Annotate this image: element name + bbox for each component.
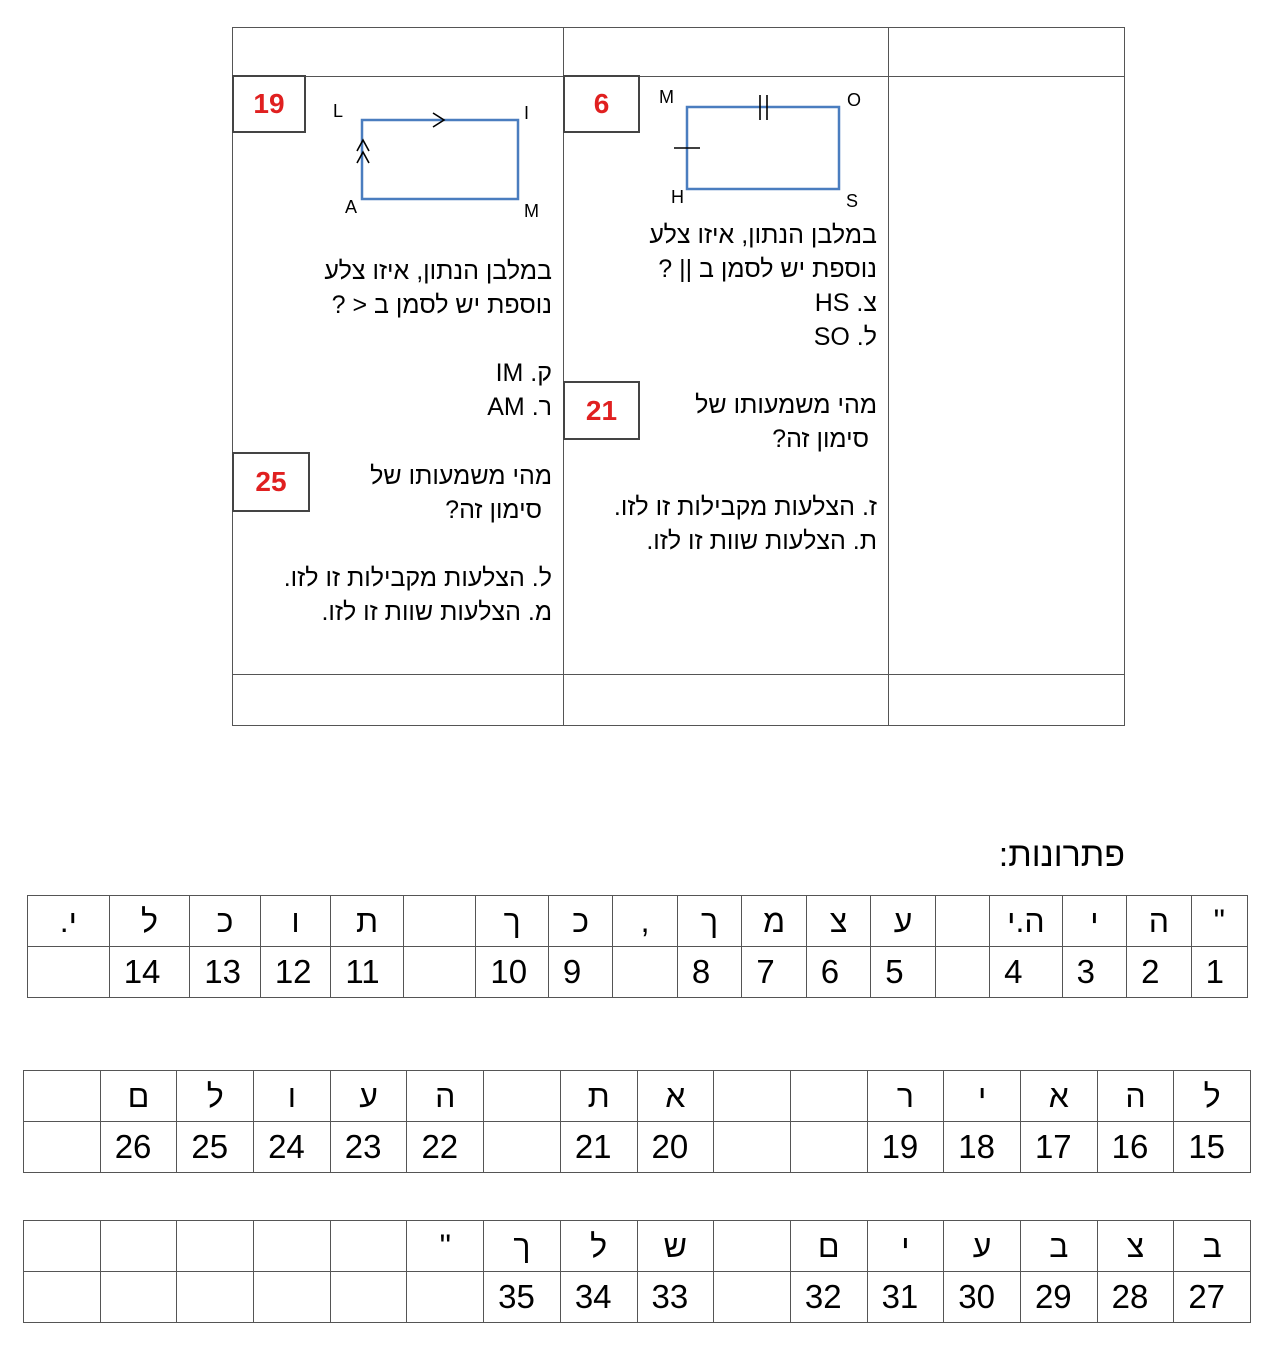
question-text <box>695 388 877 456</box>
solution-letter-cell: כ <box>190 896 261 947</box>
solution-number-cell: 35 <box>484 1272 561 1323</box>
solution-number-cell <box>714 1272 791 1323</box>
solution-letter-cell <box>484 1071 561 1122</box>
solution-number-cell: 15 <box>1174 1122 1251 1173</box>
option-value: הצלעות מקבילות זו לזו. <box>283 564 525 592</box>
solution-number-cell: 16 <box>1097 1122 1174 1173</box>
solution-letter-cell: ך <box>677 896 741 947</box>
solution-letters-row <box>24 1071 1251 1122</box>
table-border <box>232 674 1125 675</box>
solution-letter-cell: ל <box>560 1221 637 1272</box>
table-border <box>232 76 1125 77</box>
solution-letter-cell: ה <box>1127 896 1191 947</box>
solution-number-cell <box>613 947 677 998</box>
option-item <box>487 390 552 424</box>
solution-table <box>23 1220 1251 1323</box>
solution-letter-cell <box>714 1221 791 1272</box>
solution-letter-cell: ה <box>407 1071 484 1122</box>
solution-letters-row <box>28 896 1248 947</box>
solution-letter-cell: א <box>1020 1071 1097 1122</box>
option-letter: ק. <box>530 359 552 387</box>
solution-letter-cell <box>24 1221 101 1272</box>
option-item <box>284 561 552 595</box>
solution-number-cell <box>714 1122 791 1173</box>
option-item <box>284 595 552 629</box>
solution-letter-cell <box>24 1071 101 1122</box>
table-border <box>232 27 1125 28</box>
solution-numbers-row <box>28 947 1248 998</box>
solution-number-cell: 25 <box>177 1122 254 1173</box>
solution-number-cell: 13 <box>190 947 261 998</box>
solution-number-cell: 5 <box>871 947 935 998</box>
solution-letter-cell: ו <box>254 1071 331 1122</box>
solution-number-cell <box>177 1272 254 1323</box>
table-border <box>232 725 1125 726</box>
solution-letter-cell: ב <box>1174 1221 1251 1272</box>
question-line: נוספת יש לסמן ב || ? <box>658 255 877 283</box>
solution-letter-cell: ל <box>177 1071 254 1122</box>
solution-letter-cell <box>330 1221 407 1272</box>
solution-number-cell <box>484 1122 561 1173</box>
solution-number-cell: 6 <box>806 947 870 998</box>
question-number-badge: 6 <box>563 75 640 133</box>
solution-number-cell: 14 <box>109 947 190 998</box>
solution-letter-cell: ך <box>476 896 549 947</box>
solution-letter-cell <box>254 1221 331 1272</box>
option-value: HS <box>814 289 850 317</box>
solution-number-cell <box>254 1272 331 1323</box>
solution-letter-cell: כ <box>548 896 612 947</box>
solution-letter-cell <box>714 1071 791 1122</box>
solution-number-cell <box>24 1122 101 1173</box>
vertex-label: S <box>846 191 859 211</box>
solution-letter-cell: צ <box>1097 1221 1174 1272</box>
question-text <box>649 218 877 354</box>
solution-letter-cell: מ <box>742 896 806 947</box>
solution-number-cell: 20 <box>637 1122 714 1173</box>
solution-letter-cell <box>790 1071 867 1122</box>
solution-number-cell: 12 <box>260 947 331 998</box>
solution-number-cell: 2 <box>1127 947 1191 998</box>
solution-number-cell: 9 <box>548 947 612 998</box>
option-letter: מ. <box>527 598 552 626</box>
solution-number-cell: 27 <box>1174 1272 1251 1323</box>
solution-number-cell: 28 <box>1097 1272 1174 1323</box>
option-value: AM <box>487 393 525 421</box>
option-letter: ת. <box>852 527 877 555</box>
option-item <box>649 320 877 354</box>
option-item <box>614 490 877 524</box>
solution-table <box>23 1070 1251 1173</box>
solution-number-cell: 19 <box>867 1122 944 1173</box>
option-value: IM <box>495 359 524 387</box>
solution-letter-cell: י <box>867 1221 944 1272</box>
option-value: הצלעות מקבילות זו לזו. <box>613 493 856 521</box>
solution-number-cell <box>24 1272 101 1323</box>
solution-number-cell <box>790 1122 867 1173</box>
solution-number-cell: 31 <box>867 1272 944 1323</box>
solution-number-cell: 34 <box>560 1272 637 1323</box>
solution-number-cell: 23 <box>330 1122 407 1173</box>
question-text <box>370 459 552 527</box>
solution-letter-cell: ע <box>330 1071 407 1122</box>
solution-letter-cell <box>403 896 476 947</box>
solution-letter-cell: צ <box>806 896 870 947</box>
solution-letter-cell: ך <box>484 1221 561 1272</box>
solution-letter-cell: א <box>637 1071 714 1122</box>
vertex-label: L <box>333 101 344 121</box>
question-line: במלבן הנתון, איזו צלע <box>649 221 877 249</box>
solution-letter-cell: " <box>407 1221 484 1272</box>
solution-letter-cell: ת <box>560 1071 637 1122</box>
solution-number-cell <box>28 947 110 998</box>
option-item <box>487 356 552 390</box>
option-value: SO <box>813 323 850 351</box>
solution-number-cell: 8 <box>677 947 741 998</box>
vertex-label: M <box>659 87 674 107</box>
question-number-badge: 19 <box>232 75 306 133</box>
solution-letter-cell: ל <box>1174 1071 1251 1122</box>
solution-letters-row <box>24 1221 1251 1272</box>
solution-letter-cell: ע <box>944 1221 1021 1272</box>
solution-table <box>27 895 1248 998</box>
solution-number-cell: 21 <box>560 1122 637 1173</box>
solution-letter-cell <box>177 1221 254 1272</box>
solution-number-cell <box>935 947 989 998</box>
table-border <box>888 27 889 726</box>
solution-letter-cell: ה.י <box>990 896 1063 947</box>
answer-options <box>487 356 552 424</box>
option-letter: צ. <box>856 289 877 317</box>
solution-letter-cell: , <box>613 896 677 947</box>
solution-number-cell: 18 <box>944 1122 1021 1173</box>
answer-options <box>614 490 877 558</box>
option-value: הצלעות שוות זו לזו. <box>646 527 846 555</box>
question-number-badge: 21 <box>563 381 640 440</box>
solution-number-cell: 17 <box>1020 1122 1097 1173</box>
solution-letter-cell: ם <box>100 1071 177 1122</box>
vertex-label: I <box>524 103 530 123</box>
option-letter: ל. <box>531 564 552 592</box>
option-letter: ר. <box>531 393 552 421</box>
rectangle-shape <box>362 120 518 199</box>
solution-letter-cell: ב <box>1020 1221 1097 1272</box>
solution-number-cell: 11 <box>331 947 404 998</box>
solution-number-cell: 24 <box>254 1122 331 1173</box>
solution-number-cell <box>100 1272 177 1323</box>
solution-letter-cell: י <box>944 1071 1021 1122</box>
rectangle-diagram-mohs <box>660 90 860 200</box>
option-letter: ז. <box>861 493 877 521</box>
question-number-badge: 25 <box>232 452 310 512</box>
solution-number-cell: 33 <box>637 1272 714 1323</box>
solution-number-cell: 4 <box>990 947 1063 998</box>
solution-letter-cell: ת <box>331 896 404 947</box>
vertex-label: H <box>671 187 684 207</box>
solution-number-cell: 29 <box>1020 1272 1097 1323</box>
option-letter: ל. <box>856 323 877 351</box>
solution-numbers-row <box>24 1122 1251 1173</box>
question-line: סימון זה? <box>772 425 869 453</box>
solution-letter-cell: ו <box>260 896 331 947</box>
question-line: במלבן הנתון, איזו צלע <box>324 257 552 285</box>
answer-options <box>284 561 552 629</box>
solution-letter-cell: ש <box>637 1221 714 1272</box>
solution-number-cell: 22 <box>407 1122 484 1173</box>
solution-letter-cell: ה <box>1097 1071 1174 1122</box>
solution-number-cell: 3 <box>1062 947 1126 998</box>
solution-letter-cell: י. <box>28 896 110 947</box>
solution-number-cell: 1 <box>1191 947 1247 998</box>
solution-letter-cell: " <box>1191 896 1247 947</box>
solution-number-cell <box>330 1272 407 1323</box>
question-line: מהי משמעותו של <box>370 462 552 490</box>
vertex-label: M <box>524 201 539 221</box>
solution-letter-cell: ע <box>871 896 935 947</box>
table-border <box>1124 27 1125 726</box>
solution-letter-cell: י <box>1062 896 1126 947</box>
solution-letter-cell <box>100 1221 177 1272</box>
solution-number-cell <box>407 1272 484 1323</box>
solution-number-cell: 26 <box>100 1122 177 1173</box>
solution-number-cell: 7 <box>742 947 806 998</box>
solution-number-cell <box>403 947 476 998</box>
solution-letter-cell: ם <box>790 1221 867 1272</box>
vertex-label: A <box>345 197 358 217</box>
solutions-title: פתרונות: <box>998 836 1125 874</box>
question-line: מהי משמעותו של <box>695 391 877 419</box>
solution-letter-cell <box>935 896 989 947</box>
solution-number-cell: 10 <box>476 947 549 998</box>
option-item <box>614 524 877 558</box>
solution-numbers-row <box>24 1272 1251 1323</box>
rectangle-shape <box>687 107 839 189</box>
solution-number-cell: 30 <box>944 1272 1021 1323</box>
question-line: נוספת יש לסמן ב < ? <box>331 291 552 319</box>
option-value: הצלעות שוות זו לזו. <box>321 598 521 626</box>
option-item <box>649 286 877 320</box>
solution-number-cell: 32 <box>790 1272 867 1323</box>
question-text <box>324 254 552 322</box>
solution-letter-cell: ל <box>109 896 190 947</box>
solution-letter-cell: ר <box>867 1071 944 1122</box>
question-line: סימון זה? <box>445 496 542 524</box>
vertex-label: O <box>847 90 862 110</box>
